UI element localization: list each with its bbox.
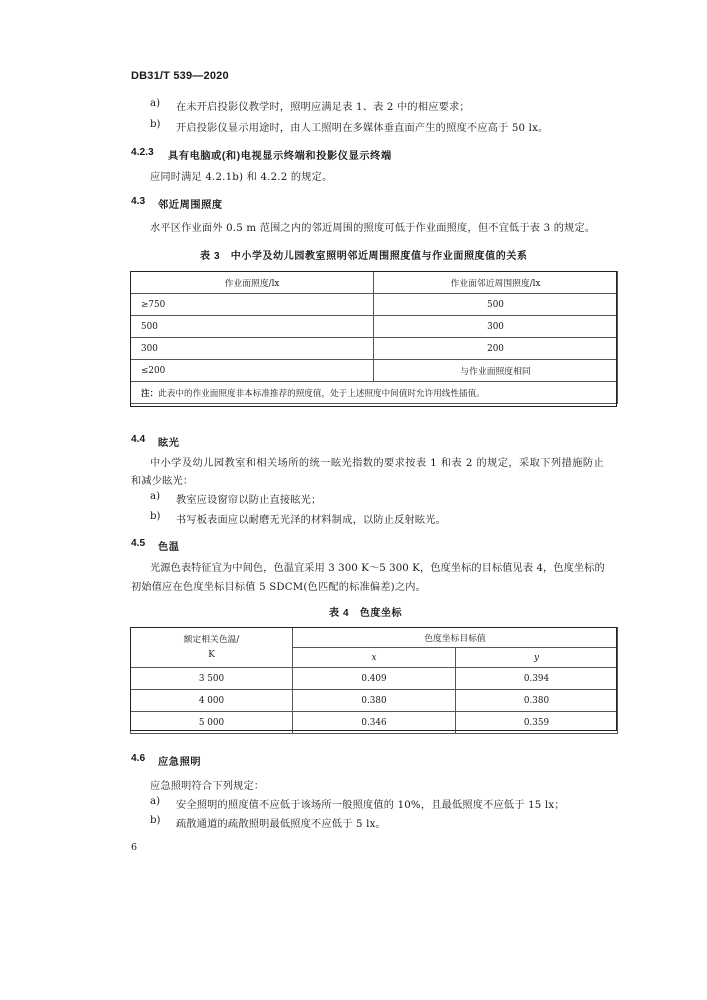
table-cell: 0.380: [456, 690, 618, 712]
note-label: 注：: [141, 387, 159, 398]
table-cell: 200: [374, 338, 618, 360]
section-number: 4.3: [131, 196, 146, 207]
table-header-cell: [131, 628, 293, 668]
page-number: 6: [131, 842, 138, 853]
header-temp-line2: K: [208, 649, 215, 660]
table-cell: ≥750: [131, 294, 374, 316]
table-cell: 300: [374, 316, 618, 338]
table-row: [131, 690, 618, 712]
table-cell: 500: [131, 316, 374, 338]
table-cell: 0.359: [456, 712, 618, 734]
item-label: b): [150, 119, 161, 130]
table-cell: 0.346: [293, 712, 456, 734]
table-header-cell: 作业面邻近周围照度/lx: [374, 272, 618, 294]
table-subheader-x: x: [293, 648, 456, 668]
item-label: a): [150, 796, 161, 807]
section-title: 色温: [158, 542, 180, 553]
section-text: 水平区作业面外 0.5 m 范围之内的邻近周围的照度可低于作业面照度，但不宜低于表 3 的规定。: [150, 223, 596, 234]
table-cell: 5 000: [131, 712, 293, 734]
table-note: [131, 382, 618, 404]
table-subheader-y: y: [456, 648, 618, 668]
table-row: [131, 338, 618, 360]
item-text: 教室应设窗帘以防止直接眩光；: [176, 495, 322, 506]
table-4: [130, 627, 618, 734]
item-text: 书写板表面应以耐磨无光泽的材料制成，以防止反射眩光。: [176, 515, 447, 526]
table-cell: 300: [131, 338, 374, 360]
table-row: [131, 294, 618, 316]
item-label: a): [150, 491, 161, 502]
table-header-row: [131, 272, 618, 294]
table-cell: 与作业面照度相同: [374, 360, 618, 382]
paragraph-line: 光源色表特征宜为中间色，色温宜采用 3 300 K～5 300 K，色度坐标的目标值见表 4，色度坐标的: [150, 563, 605, 574]
table-cell: ≤200: [131, 360, 374, 382]
section-title: 邻近周围照度: [158, 200, 223, 211]
table-header-group: 色度坐标目标值: [293, 628, 618, 648]
section-text: 应同时满足 4.2.1b) 和 4.2.2 的规定。: [150, 172, 333, 183]
item-label: b): [150, 815, 161, 826]
table-cell: 4 000: [131, 690, 293, 712]
paragraph-line: 初始值应在色度坐标目标值 5 SDCM(色匹配的标准偏差)之内。: [131, 582, 426, 593]
table-cell: 0.380: [293, 690, 456, 712]
item-text: 疏散通道的疏散照明最低照度不应低于 5 lx。: [176, 819, 386, 830]
table-row: [131, 668, 618, 690]
table-note-row: [131, 382, 618, 404]
paragraph-line: 和减少眩光：: [131, 476, 194, 487]
table-row: [131, 712, 618, 734]
item-text: 在未开启投影仪教学时，照明应满足表 1、表 2 中的相应要求；: [176, 102, 470, 113]
table-cell: 0.409: [293, 668, 456, 690]
section-title: 应急照明: [158, 757, 202, 768]
item-label: b): [150, 511, 161, 522]
table-cell: 0.394: [456, 668, 618, 690]
table-3: [130, 271, 618, 404]
section-number: 4.2.3: [131, 147, 154, 158]
item-text: 开启投影仪显示用途时，由人工照明在多媒体垂直面产生的照度不应高于 50 lx。: [176, 123, 549, 134]
table-caption: 表 3 中小学及幼儿园教室照明邻近周围照度值与作业面照度值的关系: [200, 251, 528, 262]
paragraph-line: 中小学及幼儿园教室和相关场所的统一眩光指数的要求按表 1 和表 2 的规定，采取下列措施防止: [150, 458, 605, 469]
section-number: 4.4: [131, 434, 146, 445]
table-row: [131, 360, 618, 382]
table-caption: 表 4 色度坐标: [329, 608, 403, 619]
table-row: [131, 316, 618, 338]
table-header-cell: 作业面照度/lx: [131, 272, 374, 294]
section-number: 4.5: [131, 538, 146, 549]
section-text: 应急照明符合下列规定：: [150, 781, 265, 792]
header-temp-line1: 额定相关色温/: [183, 634, 240, 645]
item-text: 安全照明的照度值不应低于该场所一般照度值的 10%，且最低照度不应低于 15 lx；: [176, 800, 565, 811]
table-cell: 3 500: [131, 668, 293, 690]
section-number: 4.6: [131, 753, 146, 764]
section-title: 具有电脑或(和)电视显示终端和投影仪显示终端: [168, 151, 392, 162]
doc-code-header: DB31/T 539—2020: [131, 70, 229, 82]
note-text: 此表中的作业面照度非本标准推荐的照度值，处于上述照度中间值时允许用线性插值。: [158, 388, 485, 399]
section-title: 眩光: [158, 438, 180, 449]
table-cell: 500: [374, 294, 618, 316]
table-header-row: [131, 628, 618, 648]
item-label: a): [150, 98, 161, 109]
